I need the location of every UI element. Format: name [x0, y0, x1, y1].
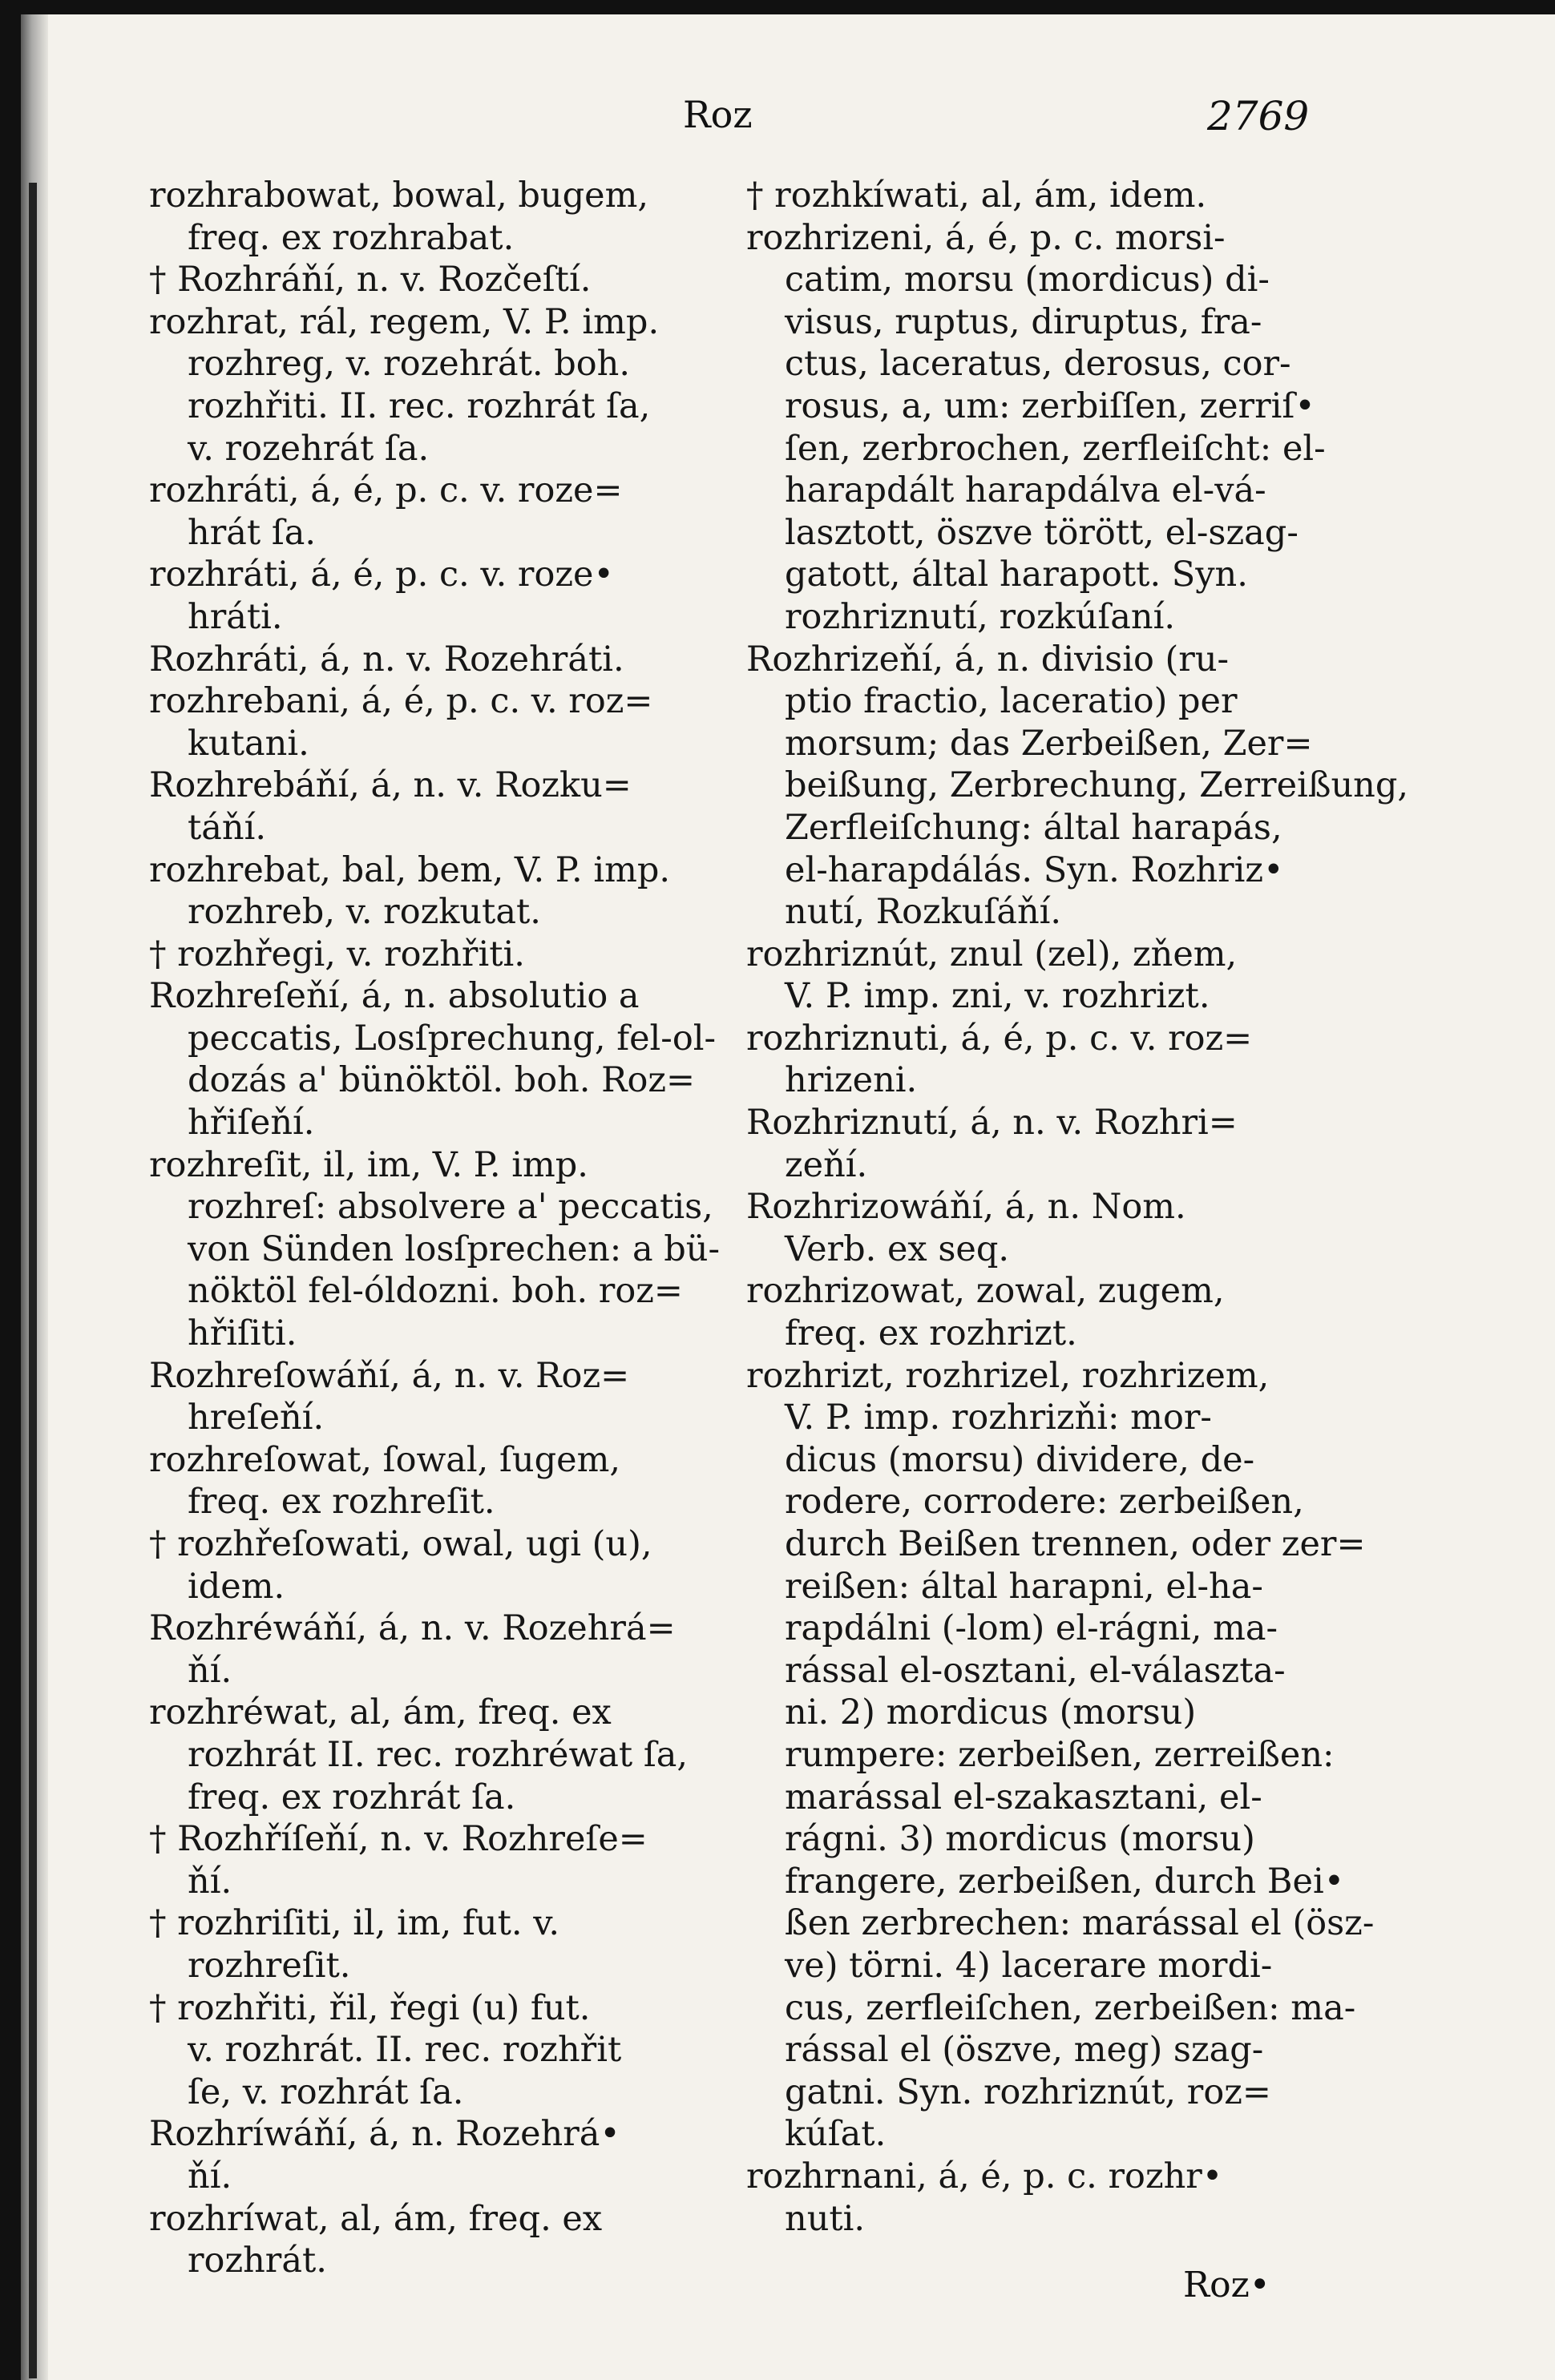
entry-line: rozhreg, v. rozehrát. boh. [188, 344, 631, 385]
entry-line: rodere, corrodere: zerbeißen, [785, 1482, 1304, 1523]
entry-line: gatott, által harapott. Syn. [785, 555, 1248, 595]
catchword: Roz• [1183, 2265, 1270, 2305]
entry-line: von Sünden losſprechen: a bü- [188, 1228, 721, 1269]
entry-line: ni. 2) mordicus (morsu) [785, 1692, 1197, 1733]
entry-line: dozás a' bünöktöl. boh. Roz= [188, 1060, 696, 1101]
entry-line: ctus, laceratus, derosus, cor- [785, 344, 1291, 385]
entry-line: freq. ex rozhrizt. [785, 1313, 1077, 1354]
running-head [21, 93, 1555, 157]
entry-line: harapdált harapdálva el-vá- [785, 470, 1266, 511]
entry-line: ſen, zerbrochen, zerfleiſcht: el- [785, 428, 1326, 469]
entry-line: rozhriznuti, á, é, p. c. v. roz= [746, 1018, 1253, 1059]
entry-line: peccatis, Losſprechung, fel-ol- [188, 1018, 717, 1059]
entry-line: ptio fractio, laceratio) per [785, 681, 1238, 722]
entry-line: v. rozhrát. II. rec. rozhřit [188, 2030, 622, 2071]
entry-line: rozhrebani, á, é, p. c. v. roz= [149, 681, 653, 722]
entry-line: nuti. [785, 2198, 866, 2239]
entry-line: † rozhkíwati, al, ám, idem. [746, 175, 1207, 216]
entry-line: cus, zerfleiſchen, zerbeißen: ma- [785, 1987, 1356, 2028]
entry-line: hrizeni. [785, 1060, 918, 1101]
entry-line: rozhriznút, znul (zel), zňem, [746, 934, 1238, 974]
entry-line: frangere, zerbeißen, durch Bei• [785, 1861, 1345, 1902]
entry-line: † rozhriſiti, il, im, fut. v. [149, 1903, 560, 1944]
entry-line: Rozhráti, á, n. v. Rozehráti. [149, 639, 624, 680]
entry-line: rumpere: zerbeißen, zerreißen: [785, 1734, 1335, 1775]
entry-line: rással el-osztani, el-választa- [785, 1650, 1286, 1691]
entry-line: † rozhřeſowati, owal, ugi (u), [149, 1524, 652, 1564]
binding-edge [29, 183, 37, 2378]
entry-line: lasztott, öszve törött, el-szag- [785, 512, 1299, 553]
entry-line: el-harapdálás. Syn. Rozhriz• [785, 849, 1284, 890]
entry-line: ſe, v. rozhrát ſa. [188, 2071, 464, 2112]
entry-line: ve) törni. 4) lacerare mordi- [785, 1945, 1273, 1986]
entry-line: Rozhrizowáňí, á, n. Nom. [746, 1187, 1186, 1228]
entry-line: † Rozhráňí, n. v. Rozčeſtí. [149, 260, 592, 301]
entry-line: beißung, Zerbrechung, Zerreißung, [785, 765, 1409, 806]
entry-line: zeňí. [785, 1144, 868, 1185]
entry-line: Rozhreſowáňí, á, n. v. Roz= [149, 1355, 630, 1396]
entry-line: Rozhréwáňí, á, n. v. Rozehrá= [149, 1608, 676, 1649]
entry-line: rozhrabowat, bowal, bugem, [149, 175, 649, 216]
entry-line: rozhreſit, il, im, V. P. imp. [149, 1144, 588, 1185]
entry-line: v. rozehrát ſa. [188, 428, 430, 469]
entry-line: kúſat. [785, 2114, 887, 2155]
entry-line: rosus, a, um: zerbiſſen, zerriſ• [785, 385, 1315, 426]
entry-line: kutani. [188, 723, 309, 764]
entry-line: rozhřiti. II. rec. rozhrát ſa, [188, 385, 651, 426]
entry-line: rozhreſowat, ſowal, ſugem, [149, 1439, 621, 1480]
entry-line: marással el-szakasztani, el- [785, 1777, 1262, 1817]
left-column [149, 175, 766, 2281]
entry-line: rozhrnani, á, é, p. c. rozhr• [746, 2156, 1223, 2196]
entry-line: rozhreb, v. rozkutat. [188, 892, 541, 933]
entry-line: catim, morsu (mordicus) di- [785, 260, 1270, 301]
entry-line: rozhriznutí, rozkúſaní. [785, 596, 1176, 637]
right-column [746, 175, 1409, 2239]
entry-line: rozhrát. [188, 2241, 327, 2281]
entry-line: gatni. Syn. rozhriznút, roz= [785, 2071, 1271, 2112]
entry-line: nutí, Rozkuſáňí. [785, 892, 1062, 933]
entry-line: V. P. imp. zni, v. rozhrizt. [785, 976, 1210, 1017]
entry-line: Rozhrizeňí, á, n. divisio (ru- [746, 639, 1230, 680]
entry-line: rágni. 3) mordicus (morsu) [785, 1819, 1255, 1860]
dictionary-page [21, 14, 1555, 2380]
entry-line: dicus (morsu) dividere, de- [785, 1439, 1255, 1480]
entry-line: freq. ex rozhreſit. [188, 1482, 495, 1523]
entry-line: hráti. [188, 596, 283, 637]
entry-line: nöktöl fel-óldozni. boh. roz= [188, 1271, 683, 1312]
entry-line: hreſeňí. [188, 1398, 325, 1438]
entry-line: rozhrizt, rozhrizel, rozhrizem, [746, 1355, 1270, 1396]
entry-line: rozhréwat, al, ám, freq. ex [149, 1692, 612, 1733]
entry-line: Rozhríwáňí, á, n. Rozehrá• [149, 2114, 620, 2155]
entry-line: reißen: által harapni, el-ha- [785, 1566, 1263, 1607]
entry-line: rozhrat, rál, regem, V. P. imp. [149, 301, 660, 342]
entry-line: rással el (öszve, meg) szag- [785, 2030, 1264, 2071]
entry-line: Rozhrebáňí, á, n. v. Rozku= [149, 765, 632, 806]
entry-line: hřiſeňí. [188, 1103, 315, 1144]
entry-line: Rozhriznutí, á, n. v. Rozhri= [746, 1103, 1238, 1144]
entry-line: † rozhřegi, v. rozhřiti. [149, 934, 525, 974]
entry-line: V. P. imp. rozhrizňi: mor- [785, 1398, 1212, 1438]
entry-line: ňí. [188, 2156, 232, 2196]
entry-line: rozhreſ: absolvere a' peccatis, [188, 1187, 713, 1228]
entry-line: † Rozhříſeňí, n. v. Rozhreſe= [149, 1819, 648, 1860]
entry-line: rozhrát II. rec. rozhréwat ſa, [188, 1734, 689, 1775]
entry-line: rozhráti, á, é, p. c. v. roze= [149, 470, 623, 511]
entry-line: Rozhreſeňí, á, n. absolutio a [149, 976, 640, 1017]
entry-line: visus, ruptus, diruptus, fra- [785, 301, 1262, 342]
entry-line: hřiſiti. [188, 1313, 297, 1354]
head-word: Roz [683, 93, 753, 136]
page-number: 2769 [1207, 93, 1310, 139]
entry-line: Zerfleiſchung: által harapás, [785, 807, 1282, 848]
entry-line: Verb. ex seq. [785, 1228, 1010, 1269]
entry-line: freq. ex rozhrabat. [188, 217, 515, 258]
entry-line: freq. ex rozhrát ſa. [188, 1777, 516, 1817]
entry-line: † rozhřiti, řil, řegi (u) fut. [149, 1987, 591, 2028]
entry-line: ňí. [188, 1861, 232, 1902]
entry-line: morsum; das Zerbeißen, Zer= [785, 723, 1313, 764]
entry-line: ňí. [188, 1650, 232, 1691]
entry-line: durch Beißen trennen, oder zer= [785, 1524, 1366, 1564]
entry-line: rozhrebat, bal, bem, V. P. imp. [149, 849, 671, 890]
entry-line: hrát ſa. [188, 512, 317, 553]
entry-line: táňí. [188, 807, 267, 848]
entry-line: rozhríwat, al, ám, freq. ex [149, 2198, 603, 2239]
entry-line: rozhráti, á, é, p. c. v. roze• [149, 555, 614, 595]
entry-line: idem. [188, 1566, 285, 1607]
entry-line: rapdálni (-lom) el-rágni, ma- [785, 1608, 1278, 1649]
entry-line: rozhreſit. [188, 1945, 351, 1986]
entry-line: rozhrizowat, zowal, zugem, [746, 1271, 1225, 1312]
entry-line: rozhrizeni, á, é, p. c. morsi- [746, 217, 1226, 258]
entry-line: ßen zerbrechen: marással el (ösz- [785, 1903, 1375, 1944]
